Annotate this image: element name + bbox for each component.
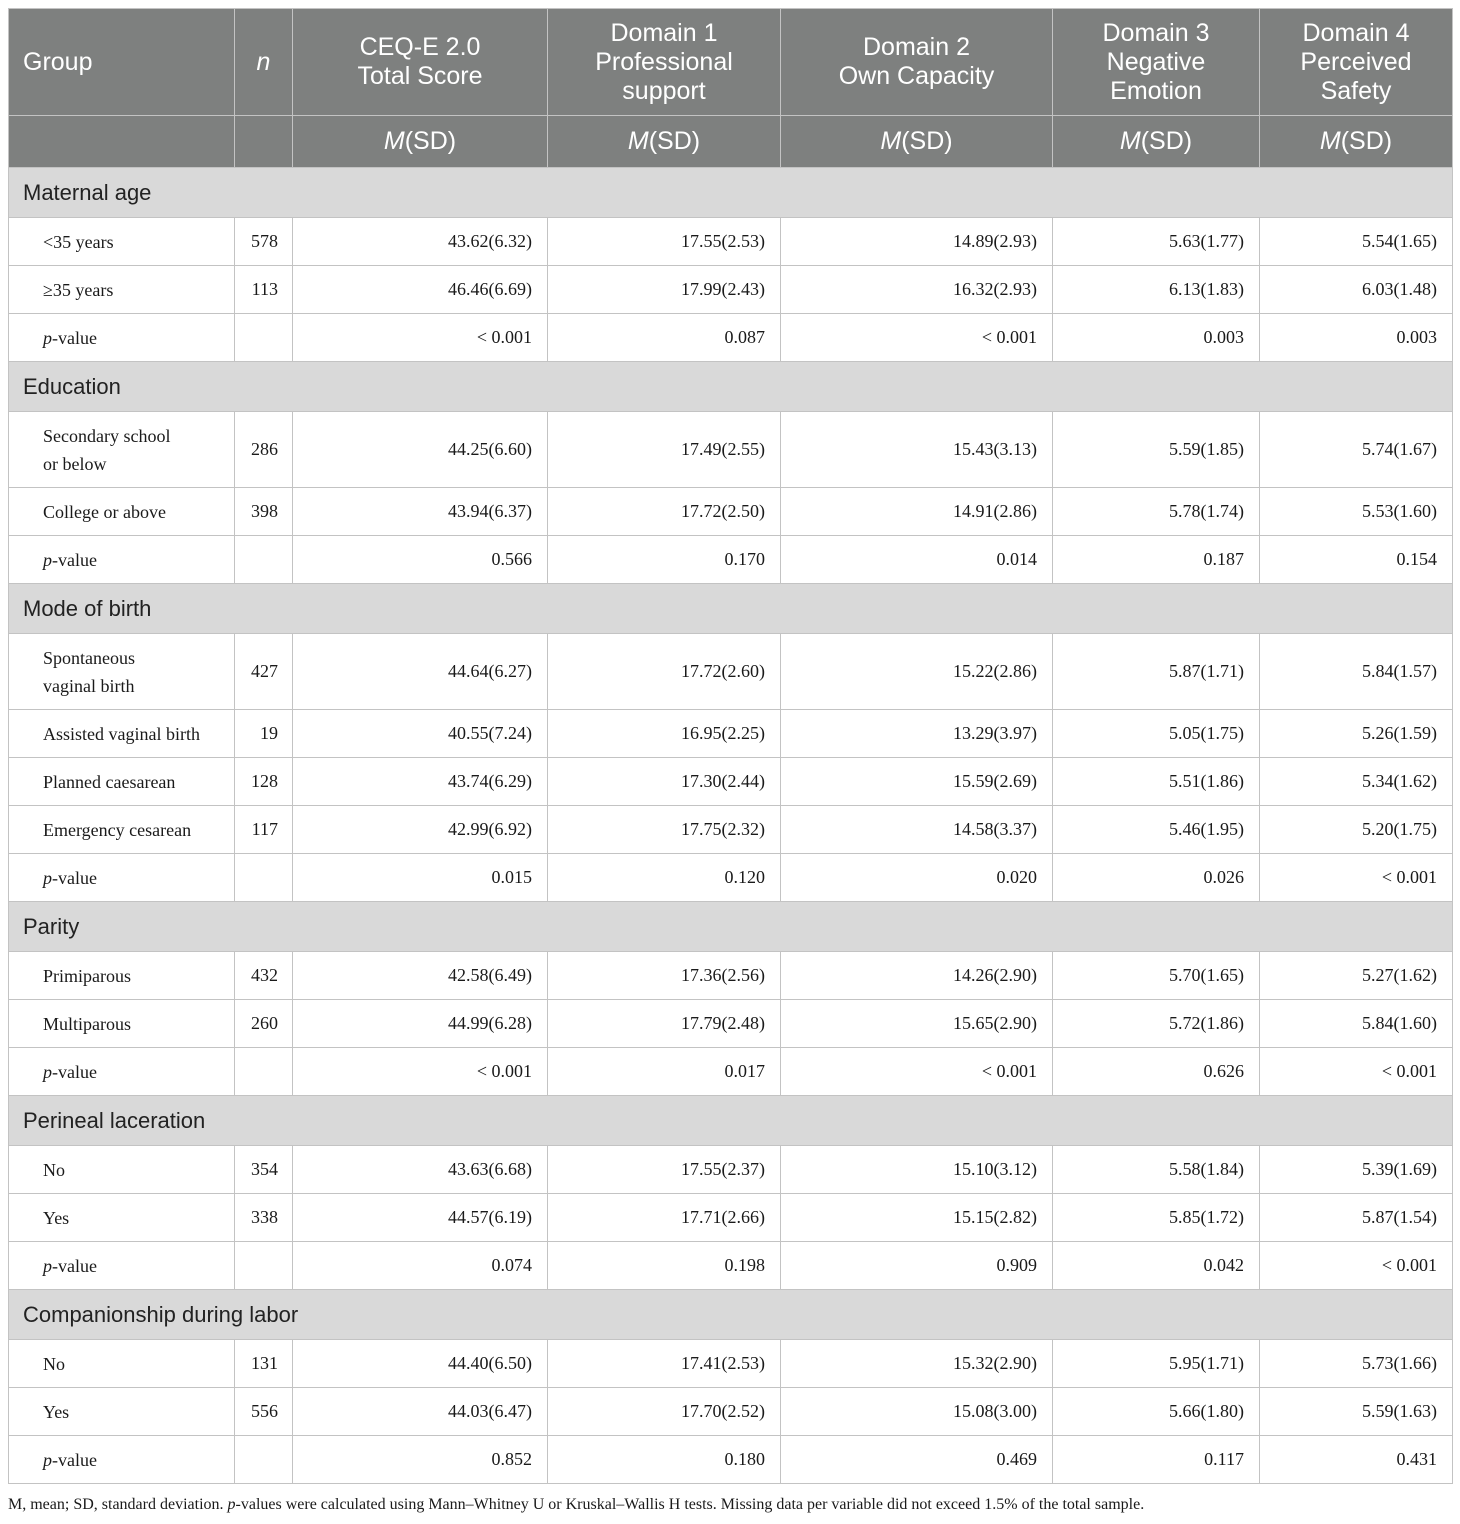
stat-header [548, 116, 781, 168]
value-cell: 43.63(6.68) [293, 1146, 548, 1194]
group-cell: No [9, 1146, 235, 1194]
value-cell: 17.71(2.66) [548, 1194, 781, 1242]
table-row [9, 710, 1453, 758]
stat-symbol: M [627, 127, 649, 155]
value-cell: 5.20(1.75) [1260, 806, 1453, 854]
value-cell: 17.30(2.44) [548, 758, 781, 806]
n-cell: 578 [235, 218, 293, 266]
p-value-label [9, 1048, 235, 1096]
value-cell: 42.58(6.49) [293, 952, 548, 1000]
value-cell: 5.95(1.71) [1053, 1340, 1260, 1388]
p-value-cell: 0.852 [293, 1436, 548, 1484]
value-cell: 5.78(1.74) [1053, 488, 1260, 536]
value-cell: 16.32(2.93) [781, 266, 1053, 314]
value-cell: 17.72(2.60) [548, 634, 781, 710]
value-cell: 14.58(3.37) [781, 806, 1053, 854]
value-cell: 17.49(2.55) [548, 412, 781, 488]
value-cell: 13.29(3.97) [781, 710, 1053, 758]
p-value-cell: < 0.001 [1260, 854, 1453, 902]
p-value-cell: 0.154 [1260, 536, 1453, 584]
p-symbol: p [43, 1061, 52, 1082]
table-header [9, 9, 1453, 168]
n-cell-empty [235, 854, 293, 902]
p-value-cell: 0.014 [781, 536, 1053, 584]
value-cell: 15.08(3.00) [781, 1388, 1053, 1436]
column-header-n [235, 9, 293, 116]
group-cell: Spontaneous vaginal birth [9, 634, 235, 710]
p-value-cell: 0.087 [548, 314, 781, 362]
n-cell: 556 [235, 1388, 293, 1436]
p-value-cell: < 0.001 [1260, 1048, 1453, 1096]
value-cell: 17.36(2.56) [548, 952, 781, 1000]
value-cell: 17.72(2.50) [548, 488, 781, 536]
p-suffix: -value [52, 1449, 97, 1470]
p-value-cell: 0.003 [1260, 314, 1453, 362]
p-symbol: p [43, 1255, 52, 1276]
n-symbol: n [256, 47, 271, 76]
p-suffix: -value [52, 1255, 97, 1276]
value-cell: 43.94(6.37) [293, 488, 548, 536]
group-cell: Yes [9, 1194, 235, 1242]
section-title: Perineal laceration [9, 1096, 1453, 1146]
stat-header-row [9, 116, 1453, 168]
results-table [8, 8, 1453, 1484]
n-cell: 260 [235, 1000, 293, 1048]
value-cell: 43.62(6.32) [293, 218, 548, 266]
footnote-part-1: M, mean; SD, standard deviation. [8, 1496, 228, 1513]
table-row [9, 218, 1453, 266]
value-cell: 5.63(1.77) [1053, 218, 1260, 266]
n-cell: 427 [235, 634, 293, 710]
table-row [9, 634, 1453, 710]
group-cell: Planned caesarean [9, 758, 235, 806]
footnote-p-symbol: p [227, 1496, 236, 1513]
p-value-cell: < 0.001 [781, 314, 1053, 362]
p-value-label [9, 1436, 235, 1484]
value-cell: 5.84(1.57) [1260, 634, 1453, 710]
section-title: Mode of birth [9, 584, 1453, 634]
stat-suffix: (SD) [1140, 127, 1193, 155]
group-cell: Assisted vaginal birth [9, 710, 235, 758]
group-cell: Emergency cesarean [9, 806, 235, 854]
p-value-cell: 0.909 [781, 1242, 1053, 1290]
table-row [9, 1000, 1453, 1048]
value-cell: 16.95(2.25) [548, 710, 781, 758]
value-cell: 5.39(1.69) [1260, 1146, 1453, 1194]
column-header-domain-2: Domain 2 Own Capacity [781, 9, 1053, 116]
group-cell: <35 years [9, 218, 235, 266]
p-value-cell: 0.180 [548, 1436, 781, 1484]
table-row [9, 806, 1453, 854]
header-row [9, 9, 1453, 116]
n-cell-empty [235, 1242, 293, 1290]
p-value-row [9, 536, 1453, 584]
p-suffix: -value [52, 867, 97, 888]
column-header-domain-1: Domain 1 Professional support [548, 9, 781, 116]
n-cell-empty [235, 314, 293, 362]
value-cell: 46.46(6.69) [293, 266, 548, 314]
value-cell: 42.99(6.92) [293, 806, 548, 854]
stat-suffix: (SD) [648, 127, 701, 155]
value-cell: 17.75(2.32) [548, 806, 781, 854]
p-value-cell: 0.117 [1053, 1436, 1260, 1484]
stat-symbol: M [383, 127, 405, 155]
value-cell: 40.55(7.24) [293, 710, 548, 758]
p-value-cell: < 0.001 [293, 1048, 548, 1096]
p-value-cell: 0.431 [1260, 1436, 1453, 1484]
group-cell: Yes [9, 1388, 235, 1436]
p-value-row [9, 314, 1453, 362]
value-cell: 44.64(6.27) [293, 634, 548, 710]
table-row [9, 1388, 1453, 1436]
table-row [9, 952, 1453, 1000]
section-title: Education [9, 362, 1453, 412]
p-suffix: -value [52, 1061, 97, 1082]
value-cell: 17.41(2.53) [548, 1340, 781, 1388]
n-cell: 128 [235, 758, 293, 806]
group-cell: ≥35 years [9, 266, 235, 314]
value-cell: 5.27(1.62) [1260, 952, 1453, 1000]
stat-suffix: (SD) [901, 127, 953, 155]
value-cell: 44.25(6.60) [293, 412, 548, 488]
value-cell: 5.05(1.75) [1053, 710, 1260, 758]
value-cell: 14.89(2.93) [781, 218, 1053, 266]
column-header-domain-4: Domain 4 Perceived Safety [1260, 9, 1453, 116]
p-value-cell: 0.469 [781, 1436, 1053, 1484]
value-cell: 14.26(2.90) [781, 952, 1053, 1000]
section-title: Maternal age [9, 168, 1453, 218]
value-cell: 6.13(1.83) [1053, 266, 1260, 314]
stat-symbol: M [1319, 127, 1341, 155]
value-cell: 5.72(1.86) [1053, 1000, 1260, 1048]
section-row [9, 1290, 1453, 1340]
table-row [9, 488, 1453, 536]
value-cell: 5.53(1.60) [1260, 488, 1453, 536]
p-value-cell: 0.020 [781, 854, 1053, 902]
table-row [9, 266, 1453, 314]
p-value-cell: 0.015 [293, 854, 548, 902]
value-cell: 17.79(2.48) [548, 1000, 781, 1048]
value-cell: 5.74(1.67) [1260, 412, 1453, 488]
p-value-cell: < 0.001 [1260, 1242, 1453, 1290]
value-cell: 14.91(2.86) [781, 488, 1053, 536]
value-cell: 5.85(1.72) [1053, 1194, 1260, 1242]
value-cell: 5.54(1.65) [1260, 218, 1453, 266]
value-cell: 43.74(6.29) [293, 758, 548, 806]
p-value-cell: 0.074 [293, 1242, 548, 1290]
stat-symbol: M [1119, 127, 1141, 155]
n-cell: 113 [235, 266, 293, 314]
value-cell: 44.40(6.50) [293, 1340, 548, 1388]
stat-suffix: (SD) [1340, 127, 1393, 155]
table-row [9, 758, 1453, 806]
n-cell: 432 [235, 952, 293, 1000]
p-symbol: p [43, 549, 52, 570]
value-cell: 5.34(1.62) [1260, 758, 1453, 806]
group-cell: Secondary school or below [9, 412, 235, 488]
p-suffix: -value [52, 327, 97, 348]
p-value-row [9, 1436, 1453, 1484]
value-cell: 5.26(1.59) [1260, 710, 1453, 758]
column-header-group: Group [9, 9, 235, 116]
value-cell: 5.73(1.66) [1260, 1340, 1453, 1388]
p-value-cell: 0.187 [1053, 536, 1260, 584]
value-cell: 6.03(1.48) [1260, 266, 1453, 314]
value-cell: 15.10(3.12) [781, 1146, 1053, 1194]
stat-header [781, 116, 1053, 168]
n-cell-empty [235, 1436, 293, 1484]
value-cell: 5.58(1.84) [1053, 1146, 1260, 1194]
value-cell: 5.87(1.71) [1053, 634, 1260, 710]
table-row [9, 412, 1453, 488]
value-cell: 5.84(1.60) [1260, 1000, 1453, 1048]
section-row [9, 902, 1453, 952]
section-row [9, 1096, 1453, 1146]
group-cell: Primiparous [9, 952, 235, 1000]
value-cell: 5.59(1.63) [1260, 1388, 1453, 1436]
n-cell: 338 [235, 1194, 293, 1242]
p-value-cell: 0.026 [1053, 854, 1260, 902]
p-value-label [9, 1242, 235, 1290]
value-cell: 5.51(1.86) [1053, 758, 1260, 806]
n-cell: 398 [235, 488, 293, 536]
stat-symbol: M [880, 127, 902, 155]
value-cell: 15.65(2.90) [781, 1000, 1053, 1048]
group-cell: No [9, 1340, 235, 1388]
value-cell: 5.59(1.85) [1053, 412, 1260, 488]
stat-header [293, 116, 548, 168]
value-cell: 17.55(2.37) [548, 1146, 781, 1194]
table-row [9, 1340, 1453, 1388]
value-cell: 17.70(2.52) [548, 1388, 781, 1436]
section-row [9, 362, 1453, 412]
p-value-label [9, 536, 235, 584]
stat-header-empty [9, 116, 235, 168]
footnote-part-2: -values were calculated using Mann–Whitney U or Kruskal–Wallis H tests. Missing data per variable did not exceed 1.5% of the total sample. [235, 1496, 1145, 1513]
p-suffix: -value [52, 549, 97, 570]
p-value-cell: 0.120 [548, 854, 781, 902]
column-header-domain-3: Domain 3 Negative Emotion [1053, 9, 1260, 116]
p-value-row [9, 1242, 1453, 1290]
p-value-row [9, 854, 1453, 902]
p-value-cell: 0.042 [1053, 1242, 1260, 1290]
section-title: Companionship during labor [9, 1290, 1453, 1340]
p-symbol: p [43, 1449, 52, 1470]
value-cell: 17.55(2.53) [548, 218, 781, 266]
table-footnote [8, 1494, 1452, 1516]
p-value-cell: 0.566 [293, 536, 548, 584]
value-cell: 15.32(2.90) [781, 1340, 1053, 1388]
stat-suffix: (SD) [404, 127, 457, 155]
group-cell: Multiparous [9, 1000, 235, 1048]
value-cell: 15.22(2.86) [781, 634, 1053, 710]
value-cell: 15.15(2.82) [781, 1194, 1053, 1242]
p-value-cell: 0.003 [1053, 314, 1260, 362]
n-cell-empty [235, 1048, 293, 1096]
group-cell: College or above [9, 488, 235, 536]
p-value-cell: < 0.001 [293, 314, 548, 362]
n-cell: 117 [235, 806, 293, 854]
n-cell: 131 [235, 1340, 293, 1388]
stat-header-empty [235, 116, 293, 168]
p-value-cell: 0.170 [548, 536, 781, 584]
table-row [9, 1146, 1453, 1194]
p-symbol: p [43, 867, 52, 888]
value-cell: 44.57(6.19) [293, 1194, 548, 1242]
p-value-label [9, 314, 235, 362]
p-value-cell: 0.626 [1053, 1048, 1260, 1096]
stat-header [1053, 116, 1260, 168]
p-value-label [9, 854, 235, 902]
value-cell: 5.46(1.95) [1053, 806, 1260, 854]
column-header-total-score: CEQ-E 2.0 Total Score [293, 9, 548, 116]
p-value-cell: 0.198 [548, 1242, 781, 1290]
value-cell: 5.66(1.80) [1053, 1388, 1260, 1436]
section-row [9, 168, 1453, 218]
n-cell: 19 [235, 710, 293, 758]
n-cell: 354 [235, 1146, 293, 1194]
table-body [9, 168, 1453, 1484]
p-value-row [9, 1048, 1453, 1096]
value-cell: 44.03(6.47) [293, 1388, 548, 1436]
value-cell: 15.59(2.69) [781, 758, 1053, 806]
value-cell: 5.87(1.54) [1260, 1194, 1453, 1242]
n-cell: 286 [235, 412, 293, 488]
p-value-cell: < 0.001 [781, 1048, 1053, 1096]
value-cell: 17.99(2.43) [548, 266, 781, 314]
value-cell: 15.43(3.13) [781, 412, 1053, 488]
section-row [9, 584, 1453, 634]
p-symbol: p [43, 327, 52, 348]
table-row [9, 1194, 1453, 1242]
value-cell: 44.99(6.28) [293, 1000, 548, 1048]
p-value-cell: 0.017 [548, 1048, 781, 1096]
value-cell: 5.70(1.65) [1053, 952, 1260, 1000]
stat-header [1260, 116, 1453, 168]
section-title: Parity [9, 902, 1453, 952]
n-cell-empty [235, 536, 293, 584]
